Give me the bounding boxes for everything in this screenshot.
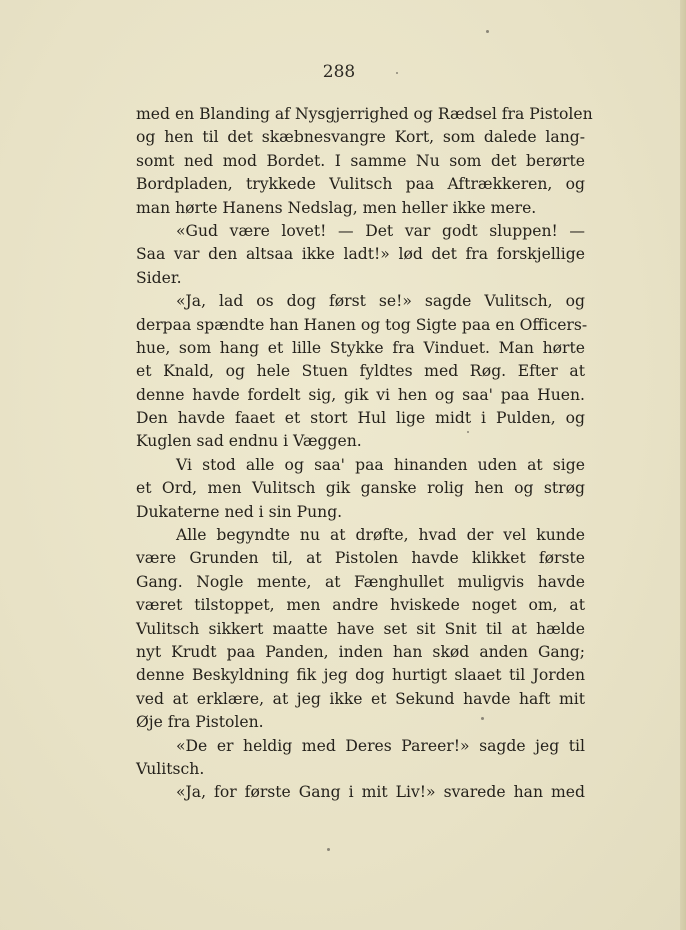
text-line: Dukaterne ned i sin Pung.	[136, 502, 343, 521]
paper-speck	[327, 848, 330, 851]
page-number: 288	[322, 62, 356, 82]
text-line: Sider.	[136, 268, 182, 287]
text-line: hue, som hang et lille Stykke fra Vinduet. Man hørte	[136, 338, 585, 357]
text-line: «Ja, lad os dog først se!» sagde Vulitsch, og	[176, 292, 585, 311]
text-line: denne Beskyldning fik jeg dog hurtigt slaaet til Jorden	[136, 666, 585, 685]
text-line: et Ord, men Vulitsch gik ganske rolig hen og strøg	[136, 479, 585, 498]
text-line: et Knald, og hele Stuen fyldtes med Røg. Efter at	[136, 362, 585, 381]
text-line: Vulitsch sikkert maatte have set sit Snit til at hælde	[136, 619, 585, 638]
text-line: og hen til det skæbnesvangre Kort, som dalede lang-	[136, 128, 585, 147]
text-line: «Gud være lovet! — Det var godt sluppen! —	[176, 221, 585, 240]
text-line: Øje fra Pistolen.	[136, 713, 264, 732]
text-line: nyt Krudt paa Panden, inden han skød anden Gang;	[136, 642, 585, 661]
text-line: derpaa spændte han Hanen og tog Sigte paa en Officers-	[136, 315, 588, 334]
text-line: Saa var den altsaa ikke ladt!» lød det fra forskjellige	[136, 245, 585, 264]
text-line: man hørte Hanens Nedslag, men heller ikke mere.	[136, 198, 537, 217]
paper-speck	[486, 30, 489, 33]
text-line: Alle begyndte nu at drøfte, hvad der vel kunde	[176, 526, 585, 545]
page-edge	[680, 0, 686, 930]
body-text	[136, 103, 593, 805]
text-line: Kuglen sad endnu i Væggen.	[136, 432, 362, 451]
text-line: været tilstoppet, men andre hviskede noget om, at	[136, 596, 585, 615]
text-line: «Ja, for første Gang i mit Liv!» svarede han med	[176, 783, 585, 802]
text-line: Den havde faaet et stort Hul lige midt i Pulden, og	[136, 409, 585, 428]
paper-speck	[467, 431, 469, 433]
text-line: Vulitsch.	[136, 759, 205, 778]
text-line: Bordpladen, trykkede Vulitsch paa Aftrækkeren, og	[136, 175, 585, 194]
text-line: «De er heldig med Deres Pareer!» sagde jeg til	[176, 736, 585, 755]
paper-speck	[396, 72, 398, 74]
paper-speck	[481, 717, 484, 720]
text-line: somt ned mod Bordet. I samme Nu som det berørte	[136, 151, 585, 170]
text-line: denne havde fordelt sig, gik vi hen og saa' paa Huen.	[136, 385, 585, 404]
text-line: være Grunden til, at Pistolen havde klikket første	[136, 549, 585, 568]
text-line: med en Blanding af Nysgjerrighed og Rædsel fra Pistolen	[136, 105, 593, 123]
text-line: Vi stod alle og saa' paa hinanden uden at sige	[176, 455, 585, 474]
text-line: ved at erklære, at jeg ikke et Sekund havde haft mit	[136, 689, 585, 708]
text-line: Gang. Nogle mente, at Fænghullet muligvis havde	[136, 572, 585, 591]
